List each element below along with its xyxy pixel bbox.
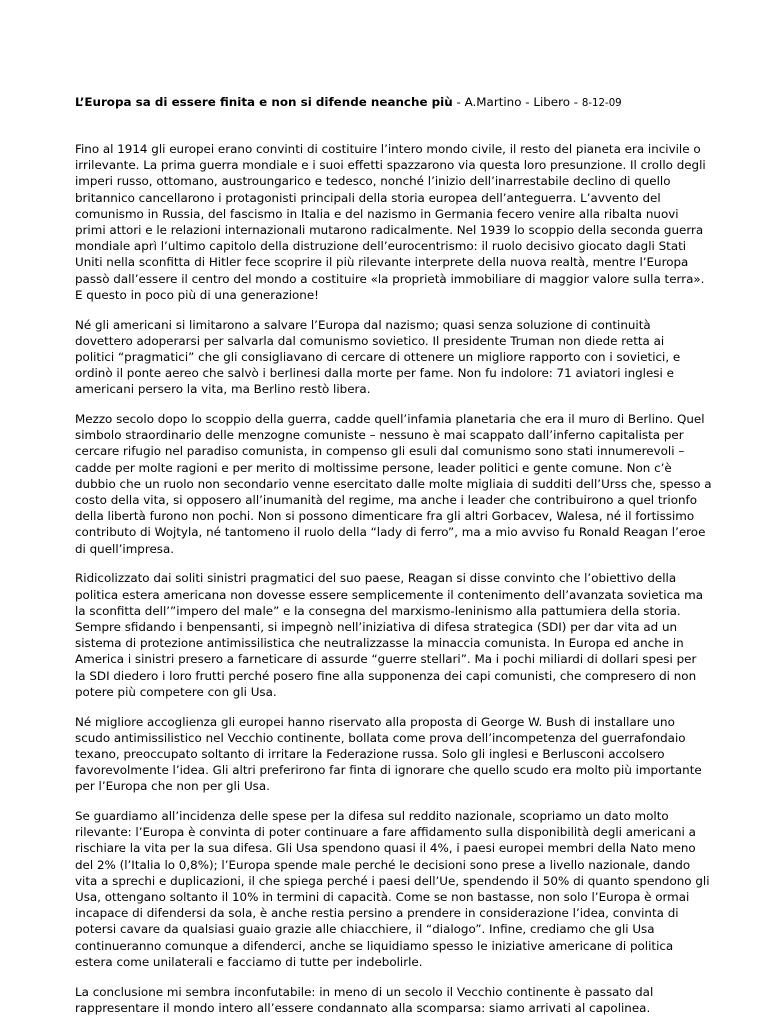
paragraph-line: politici “pragmatici” che gli consigliavano di cercare di ottenere un migliore rapporto con i sovietici, e	[75, 349, 681, 364]
paragraph-line: E questo in poco più di una generazione!	[75, 287, 319, 302]
paragraph-line: di quell’impresa.	[75, 541, 175, 556]
paragraph-line: texano, preoccupato soltanto di irritare la Federazione russa. Solo gli inglesi e Berlusconi accolsero	[75, 746, 665, 761]
paragraph-line: Uniti nella sconfitta di Hitler fece scoprire il più rilevante interprete della nuova realtà, mentre l’Europa	[75, 255, 689, 270]
paragraph-line: vita a sprechi e duplicazioni, il che spiega perché i paesi dell’Ue, spendendo il 50% di quanto spendono gli	[75, 873, 710, 888]
paragraph-line: imperi russo, ottomano, austroungarico e tedesco, nonché l’inizio dell’inarrestabile declino di quello	[75, 174, 671, 189]
paragraph-line: dubbio che un ruolo non secondario venne esercitato dalle molte migliaia di sudditi dell’Urss che, spesso a	[75, 476, 712, 491]
paragraph-line: sistema di protezione antimissilistica che neutralizzasse la minaccia comunista. In Europa ed anche in	[75, 636, 684, 651]
article-paragraph	[75, 141, 706, 303]
paragraph-line: Né gli americani si limitarono a salvare l’Europa dal nazismo; quasi senza soluzione di continuità	[75, 317, 651, 332]
paragraph-line: ordinò il ponte aereo che salvò i berlinesi dalla morte per fame. Non fu indolore: 71 aviatori inglesi e	[75, 366, 674, 381]
article-paragraph	[75, 808, 710, 970]
paragraph-line: Se guardiamo all’incidenza delle spese per la difesa sul reddito nazionale, scopriamo un dato molto	[75, 809, 669, 824]
article-paragraph	[75, 570, 703, 700]
paragraph-line: La conclusione mi sembra inconfutabile: in meno di un secolo il Vecchio continente è passato dal	[75, 984, 654, 999]
paragraph-line: estera come unilaterali e facciamo di tutte per indebolirle.	[75, 954, 423, 969]
article-date: 8-12-09	[581, 98, 622, 109]
paragraph-line: costo della vita, si opposero all’inumanità del regime, ma anche i leader che contribuirono a quel trionfo	[75, 493, 697, 508]
paragraph-line: americani persero la vita, ma Berlino restò libera.	[75, 382, 371, 397]
paragraph-line: cercare rifugio nel paradiso comunista, in compenso gli esuli dal comunismo sono stati innumerevoli –	[75, 444, 685, 459]
paragraph-line: irrilevante. La prima guerra mondiale e i suoi effetti spazzarono via questa loro presunzione. Il crollo degli	[75, 158, 706, 173]
article-title: L’Europa sa di essere finita e non si difende neanche più	[75, 95, 453, 109]
paragraph-line: simbolo straordinario delle menzogne comuniste – nessuno è mai scappato dall’inferno capitalista per	[75, 428, 684, 443]
paragraph-line: Né migliore accoglienza gli europei hanno riservato alla proposta di George W. Bush di installare uno	[75, 714, 675, 729]
paragraph-line: della libertà furono non pochi. Non si possono dimenticare fra gli altri Gorbacev, Walesa, né il fortissimo	[75, 509, 695, 524]
paragraph-line: comunismo in Russia, del fascismo in Italia e del nazismo in Germania fecero venire alla ribalta nuovi	[75, 206, 679, 221]
article-byline: - A.Martino - Libero -	[452, 95, 582, 109]
paragraph-line: cadde per molte ragioni e per merito di moltissime persone, leader politici e gente comune. Non c’è	[75, 460, 672, 475]
paragraph-line: britannico cancellarono i protagonisti principali della storia europea dell’anteguerra. L’avvento del	[75, 190, 661, 205]
paragraph-line: potersi cavare da qualsiasi guaio grazie alle chiacchiere, il “dialogo”. Infine, crediamo che gli Usa	[75, 922, 655, 937]
paragraph-line: la SDI diedero i loro frutti perché posero fine alla supponenza dei capi comunisti, che compresero di non	[75, 668, 697, 683]
paragraph-line: favorevolmente l’idea. Gli altri preferirono far finta di ignorare che quello scudo era molto più importante	[75, 763, 702, 778]
article-body	[75, 141, 712, 1016]
paragraph-line: la sconfitta dell’”impero del male” e la consegna del marxismo-leninismo alla pattumiera della storia.	[75, 603, 681, 618]
paragraph-line: mondiale aprì l’ultimo capitolo della distruzione dell’eurocentrismo: il ruolo decisivo giocato dagli Stati	[75, 239, 687, 254]
article-paragraph	[75, 984, 703, 1016]
paragraph-line: incapace di difendersi da sola, è anche restia persino a prendere in considerazione l’idea, convinta di	[75, 906, 679, 921]
paragraph-line: per l’Europa che non per gli Usa.	[75, 779, 270, 794]
paragraph-line: rischiare la vita per la sua difesa. Gli Usa spendono quasi il 4%, i paesi europei membri della Nato meno	[75, 841, 696, 856]
paragraph-line: dovettero adoperarsi per salvarla dal comunismo sovietico. Il presidente Truman non diede retta ai	[75, 333, 665, 348]
paragraph-line: scudo antimissilistico nel Vecchio continente, bollata come prova dell’incompetenza del guerrafondaio	[75, 730, 686, 745]
paragraph-line: Fino al 1914 gli europei erano convinti di costituire l’intero mondo civile, il resto del pianeta era incivile o	[75, 142, 701, 156]
paragraph-line: rilevante: l’Europa è convinta di poter continuare a fare affidamento sulla disponibilità degli americani a	[75, 825, 696, 840]
paragraph-line: Ridicolizzato dai soliti sinistri pragmatici del suo paese, Reagan si disse convinto che l’obiettivo della	[75, 571, 677, 586]
paragraph-line: Sempre sfidando i benpensanti, si impegnò nell’iniziativa di difesa strategica (SDI) per dar vita ad un	[75, 619, 678, 634]
paragraph-line: politica estera americana non dovesse essere semplicemente il contenimento dell’avanzata sovietica ma	[75, 587, 703, 602]
article-paragraph	[75, 317, 703, 398]
article-headline	[75, 94, 703, 112]
paragraph-line: potere più competere con gli Usa.	[75, 684, 277, 699]
article-paragraph	[75, 411, 712, 557]
paragraph-line: America i sinistri presero a farneticare di assurde “guerre stellari”. Ma i pochi miliardi di dollari spesi per	[75, 652, 697, 667]
paragraph-line: del 2% (l’Italia lo 0,8%); l’Europa spende male perché le decisioni sono prese a livello nazionale, dando	[75, 857, 691, 872]
paragraph-line: Usa, ottengano soltanto il 10% in termini di capacità. Come se non bastasse, non solo l’Europa è ormai	[75, 890, 690, 905]
paragraph-line: passò dall’essere il centro del mondo a costituire «la proprietà immobiliare di maggior valore sulla terra».	[75, 271, 705, 286]
article-paragraph	[75, 714, 703, 795]
paragraph-line: rappresentare il mondo intero all’essere condannato alla scomparsa: siamo arrivati al capolinea.	[75, 1000, 651, 1015]
paragraph-line: continueranno comunque a difenderci, anche se liquidiamo spesso le iniziative americane di politica	[75, 938, 674, 953]
paragraph-line: primi attori e le relazioni internazionali mutarono radicalmente. Nel 1939 lo scoppio della seconda guerra	[75, 223, 704, 238]
paragraph-line: contributo di Wojtyla, né tantomeno il ruolo della “lady di ferro”, ma a mio avviso fu Ronald Reagan l’eroe	[75, 525, 706, 540]
paragraph-line: Mezzo secolo dopo lo scoppio della guerra, cadde quell’infamia planetaria che era il muro di Berlino. Quel	[75, 412, 705, 427]
document-page	[75, 94, 712, 1029]
